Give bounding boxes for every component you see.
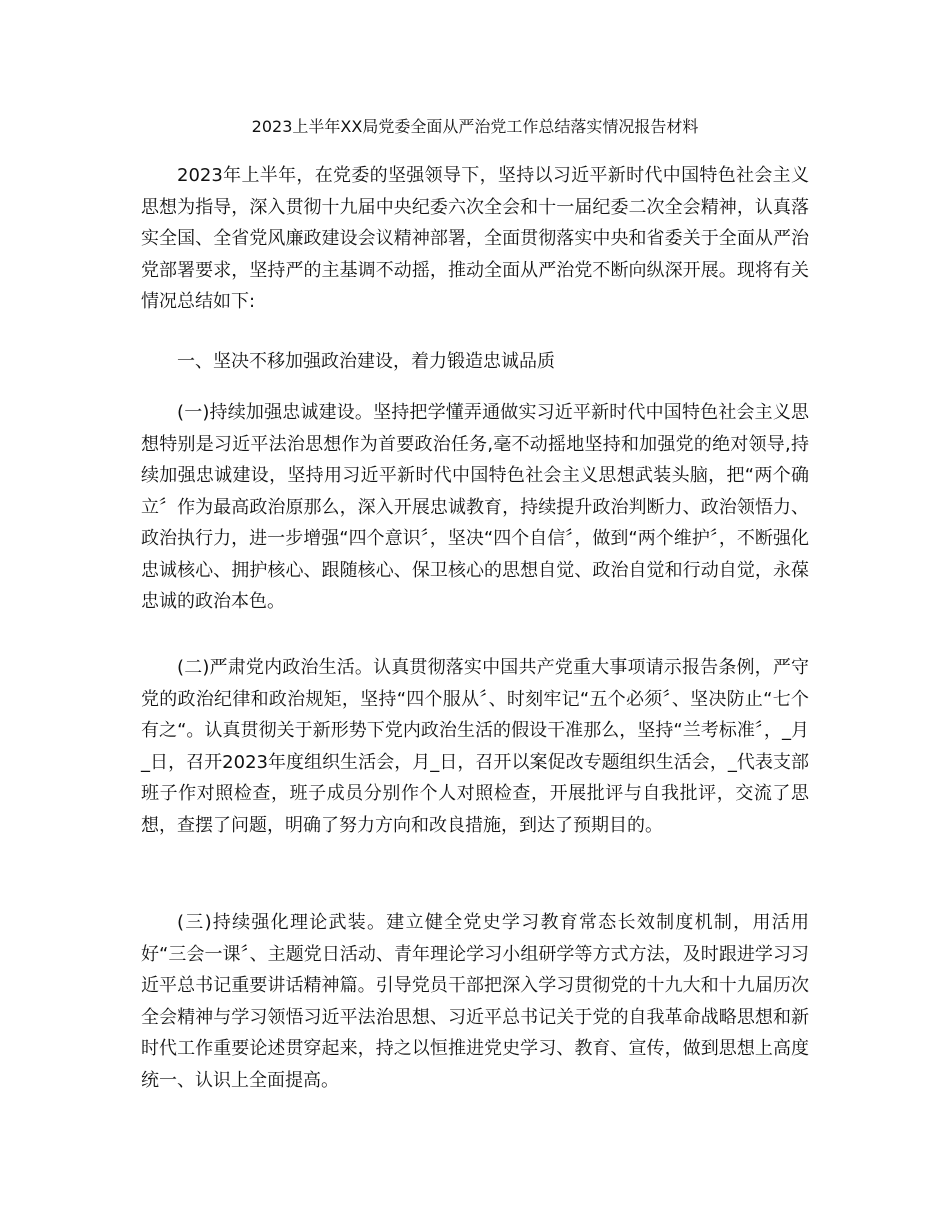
document-title: 2023上半年XX局党委全面从严治党工作总结落实情况报告材料 bbox=[251, 117, 699, 136]
section-heading-1: 一、坚决不移加强政治建设，着力锻造忠诚品质 bbox=[177, 351, 555, 372]
intro-paragraph: 2023年上半年，在党委的坚强领导下，坚持以习近平新时代中国特色社会主义思想为指导，深入贯彻十九届中央纪委六次全会和十一届纪委二次全会精神，认真落实全国、全省党风廉政建设会议精神部署，全面贯彻落实中央和省委关于全面从严治党部署要求，坚持严的主基调不动摇，推动全面从严治党不断向纵深开展。现将有关情况总结如下: bbox=[141, 165, 809, 312]
body-paragraph-loyalty: (一)持续加强忠诚建设。坚持把学懂弄通做实习近平新时代中国特色社会主义思想特别是习近平法治思想作为首要政治任务,毫不动摇地坚持和加强党的绝对领导,持续加强忠诚建设，坚持用习近平新时代中国特色社会主义思想武装头脑，把“两个确立〞作为最高政治原那么，深入开展忠诚教育，持续提升政治判断力、政治领悟力、政治执行力，进一步增强“四个意识〞，坚决“四个自信〞，做到“两个维护〞，不断强化忠诚核心、拥护核心、跟随核心、保卫核心的思想自觉、政治自觉和行动自觉，永葆忠诚的政治本色。 bbox=[141, 402, 809, 612]
body-paragraph-theory: (三)持续强化理论武装。建立健全党史学习教育常态长效制度机制，用活用好“三会一课〞、主题党日活动、青年理论学习小组研学等方式方法，及时跟进学习习近平总书记重要讲话精神篇。引导党员干部把深入学习贯彻党的十九大和十九届历次全会精神与学习领悟习近平法治思想、习近平总书记关于党的自我革命战略思想和新时代工作重要论述贯穿起来，持之以恒推进党史学习、教育、宣传，做到思想上高度统一、认识上全面提高。 bbox=[141, 912, 809, 1091]
body-paragraph-political-life: (二)严肃党内政治生活。认真贯彻落实中国共产党重大事项请示报告条例，严守党的政治纪律和政治规矩，坚持“四个服从〞、时刻牢记“五个必须〞、坚决防止“七个有之“。认真贯彻关于新形势下党内政治生活的假设干准那么，坚持“兰考标准〞，_月_日，召开2023年度组织生活会，月_日，召开以案促改专题组织生活会，_代表支部班子作对照检查，班子成员分别作个人对照检查，开展批评与自我批评，交流了思想，查摆了问题，明确了努力方向和改良措施，到达了预期目的。 bbox=[141, 657, 809, 836]
